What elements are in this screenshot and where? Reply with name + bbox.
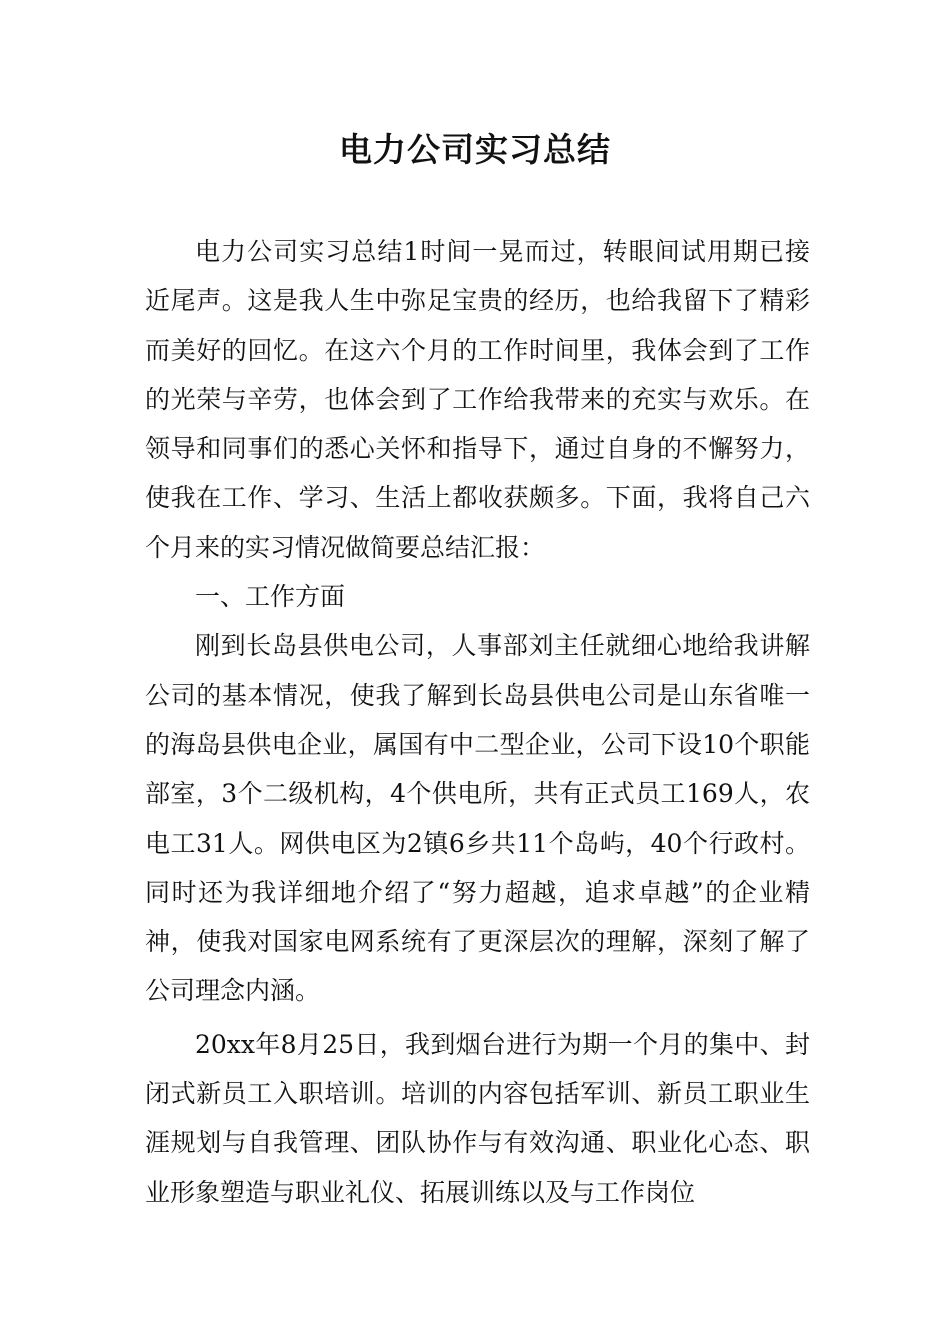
- document-body: [145, 227, 810, 1217]
- paragraph-intro: 电力公司实习总结1时间一晃而过，转眼间试用期已接近尾声。这是我人生中弥足宝贵的经历，也给我留下了精彩而美好的回忆。在这六个月的工作时间里，我体会到了工作的光荣与辛劳，也体会到了工作给我带来的充实与欢乐。在领导和同事们的悉心关怀和指导下，通过自身的不懈努力，使我在工作、学习、生活上都收获颇多。下面，我将自己六个月来的实习情况做简要总结汇报：: [145, 237, 810, 562]
- document-title: 电力公司实习总结: [339, 130, 611, 169]
- section-heading-work: 一、工作方面: [195, 582, 346, 612]
- paragraph-company-overview: 刚到长岛县供电公司，人事部刘主任就细心地给我讲解公司的基本情况，使我了解到长岛县供电公司是山东省唯一的海岛县供电企业，属国有中二型企业，公司下设10个职能部室，3个二级机构，4个供电所，共有正式员工169人，农电工31人。网供电区为2镇6乡共11个岛屿，40个行政村。同时还为我详细地介绍了“努力超越，追求卓越”的企业精神，使我对国家电网系统有了更深层次的理解，深刻了解了公司理念内涵。: [145, 631, 810, 1006]
- paragraph-training: 20xx年8月25日，我到烟台进行为期一个月的集中、封闭式新员工入职培训。培训的内容包括军训、新员工职业生涯规划与自我管理、团队协作与有效沟通、职业化心态、职业形象塑造与职业礼仪、拓展训练以及与工作岗位: [145, 1029, 810, 1207]
